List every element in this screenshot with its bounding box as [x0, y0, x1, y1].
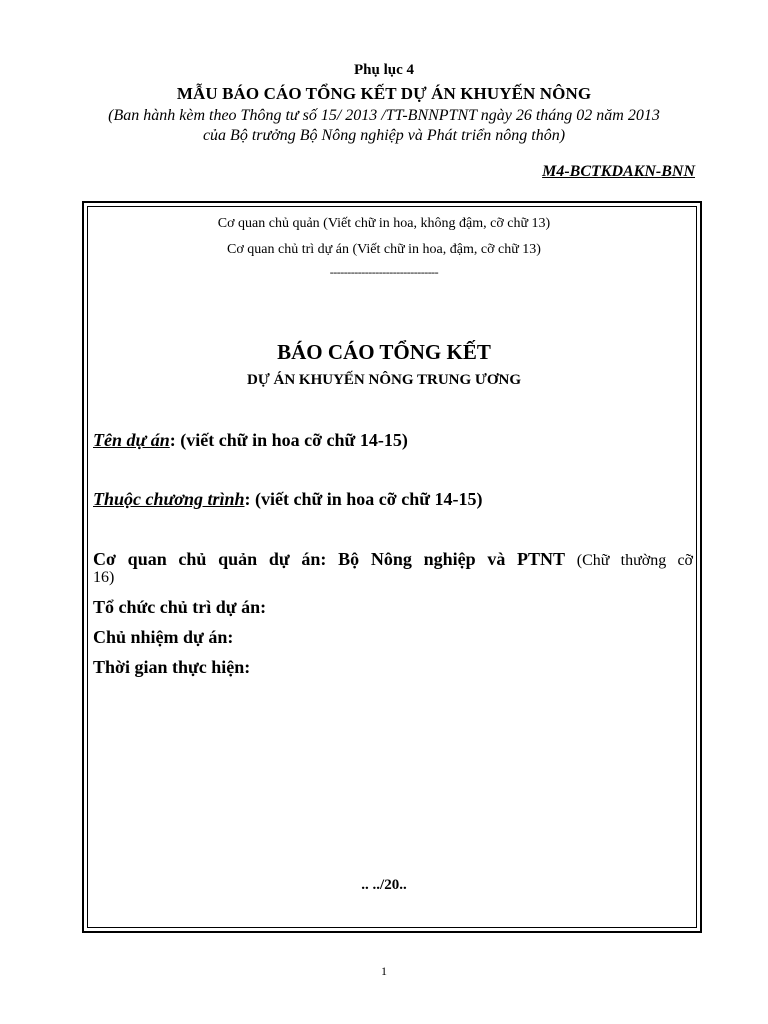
- appendix-label: Phụ lục 4: [353, 62, 414, 78]
- managing-agency-inline-note: (Chữ thường cỡ: [576, 552, 694, 569]
- project-leader-label: Chủ nhiệm dự án:: [93, 627, 234, 647]
- managing-agency-field: [93, 548, 693, 572]
- report-heading: BÁO CÁO TỔNG KẾT: [277, 340, 491, 364]
- document-title: MẪU BÁO CÁO TỔNG KẾT DỰ ÁN KHUYẾN NÔNG: [176, 84, 592, 103]
- issued-by-line-1: (Ban hành kèm theo Thông tư số 15/ 2013 /TT-BNNPTNT ngày 26 tháng 02 năm 2013: [108, 107, 660, 124]
- page-number: 1: [381, 964, 387, 978]
- program-value: : (viết chữ in hoa cỡ chữ 14-15): [244, 489, 483, 509]
- report-subheading: DỰ ÁN KHUYẾN NÔNG TRUNG ƯƠNG: [246, 372, 522, 388]
- form-code: M4-BCTKDAKN-BNN: [542, 163, 695, 180]
- program-label: Thuộc chương trình: [93, 489, 245, 509]
- date-placeholder: .. ../20..: [361, 877, 407, 893]
- project-name-field: [93, 430, 408, 451]
- issued-by-line-2: của Bộ trưởng Bộ Nông nghiệp và Phát triển nông thôn): [202, 127, 566, 144]
- managing-agency-note: Cơ quan chủ quản (Viết chữ in hoa, không đậm, cỡ chữ 13): [217, 216, 551, 231]
- project-name-label: Tên dự án: [93, 430, 170, 450]
- managing-agency-label: Cơ quan chủ quản dự án: Bộ Nông nghiệp và PTNT: [93, 549, 566, 569]
- separator-line: -------------------------------: [329, 265, 439, 279]
- project-name-value: : (viết chữ in hoa cỡ chữ 14-15): [169, 430, 408, 450]
- host-organization-label: Tổ chức chủ trì dự án:: [93, 597, 267, 617]
- program-field: [93, 489, 483, 510]
- duration-label: Thời gian thực hiện:: [93, 657, 251, 677]
- managing-agency-note-continued: 16): [93, 569, 115, 586]
- host-agency-note: Cơ quan chủ trì dự án (Viết chữ in hoa, đậm, cỡ chữ 13): [227, 242, 541, 257]
